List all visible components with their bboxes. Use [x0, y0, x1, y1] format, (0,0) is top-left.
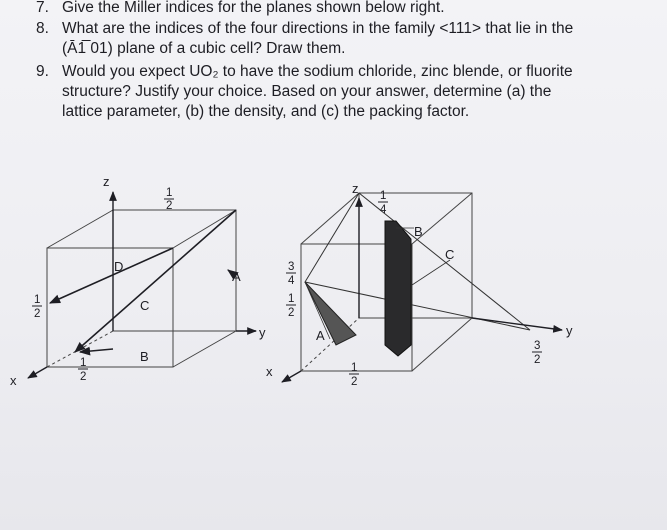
x-axis	[28, 367, 47, 378]
fig1-z-label: z	[103, 174, 110, 189]
frac-num: 3	[288, 261, 295, 273]
fig2-label-C: C	[445, 247, 455, 262]
question-text: Give the Miller indices for the planes shown below right.	[62, 0, 445, 16]
fig1-frac-left	[32, 294, 42, 320]
fig2-frac-bottom	[349, 362, 359, 388]
fig2-x-label: x	[266, 364, 273, 379]
frac-den: 4	[380, 204, 387, 216]
fig2-z-label: z	[352, 181, 359, 196]
back-face	[359, 193, 472, 318]
frac-num: 1	[34, 294, 41, 306]
fig2-y-label: y	[566, 323, 573, 338]
frac-den: 2	[288, 307, 295, 319]
frac-num: 3	[534, 340, 541, 352]
direction-D	[50, 248, 173, 303]
frac-num: 1	[80, 357, 87, 369]
plane-C	[305, 193, 530, 330]
fig2-frac-left-lower	[286, 293, 296, 319]
plane-B	[385, 221, 411, 356]
frac-den: 2	[534, 354, 541, 366]
fig1-label-C: C	[140, 298, 150, 313]
figure-1-cube	[47, 210, 236, 367]
fig1-frac-top	[164, 187, 174, 212]
fig1-label-B: B	[140, 349, 149, 364]
question-number: 9.	[36, 63, 49, 80]
fig2-frac-top	[378, 190, 388, 216]
frac-num: 1	[380, 190, 387, 202]
fig1-label-A: A	[232, 269, 241, 284]
question-text: (Ā1̅ 01) plane of a cubic cell? Draw them.	[62, 40, 346, 57]
fig1-y-label: y	[259, 325, 266, 340]
question-text: structure? Justify your choice. Based on your answer, determine (a) the	[62, 83, 552, 100]
fig2-label-A: A	[316, 328, 325, 343]
fig1-label-D: D	[114, 259, 124, 274]
fig2-label-B: B	[414, 224, 423, 239]
fig2-frac-left-upper	[286, 261, 296, 287]
question-text: What are the indices of the four directions in the family <111> that lie in the	[62, 20, 574, 37]
question-number: 7.	[36, 0, 49, 16]
direction-B	[80, 349, 113, 352]
frac-den: 4	[288, 275, 295, 287]
question-text: Would you expect UO₂ to have the sodium chloride, zinc blende, or fluorite	[62, 63, 573, 80]
back-face	[113, 210, 236, 331]
frac-num: 1	[351, 362, 358, 374]
frac-num: 1	[288, 293, 295, 305]
figure-2-planes	[305, 193, 530, 356]
x-axis	[282, 371, 301, 382]
fig1-frac-bottom	[78, 357, 88, 383]
question-number: 8.	[36, 20, 49, 37]
frac-num: 1	[166, 187, 173, 199]
question-text: lattice parameter, (b) the density, and (c) the packing factor.	[62, 103, 470, 120]
frac-den: 2	[34, 308, 41, 320]
fig2-frac-right	[532, 340, 542, 366]
frac-den: 2	[80, 371, 87, 383]
frac-den: 2	[166, 200, 173, 212]
fig1-x-label: x	[10, 373, 17, 388]
frac-den: 2	[351, 376, 358, 388]
